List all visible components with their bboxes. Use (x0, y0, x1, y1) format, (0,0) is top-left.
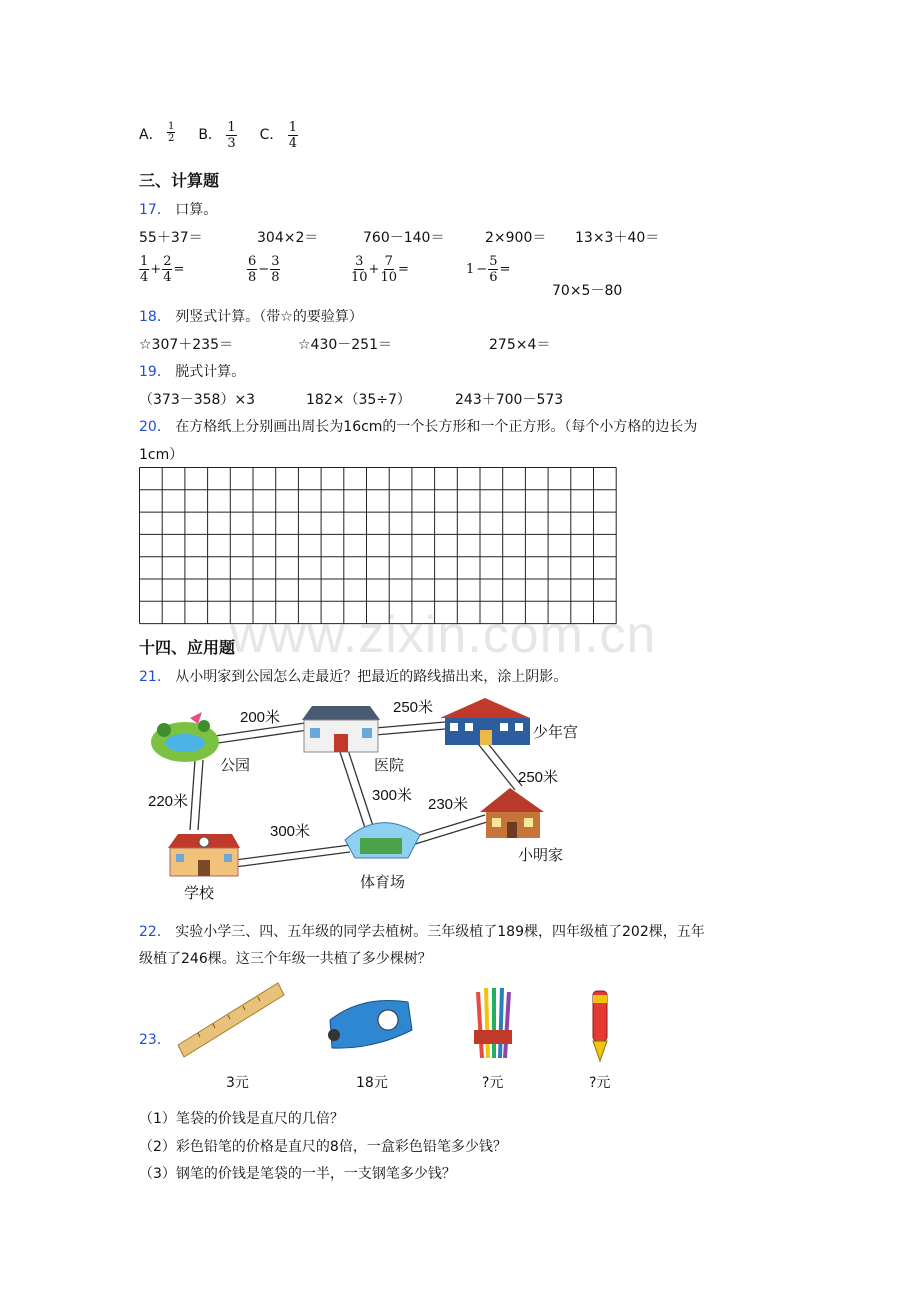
q21-text: 从小明家到公园怎么走最近？把最近的路线描出来，涂上阴影。 (175, 669, 568, 685)
distance-park-school: 220米 (148, 793, 189, 810)
section14-title: 十四、应用题 (139, 638, 236, 657)
q17-item-5: 13×3＋40＝ (575, 230, 660, 246)
q23-sub1: （1）笔袋的价钱是直尺的几倍？ (139, 1111, 344, 1127)
q19-text: 脱式计算。 (175, 364, 246, 380)
q19-heading (139, 361, 245, 381)
q19-item-2: 182×（35÷7） (306, 392, 411, 408)
q22-line2: 级植了246棵。这三个年级一共植了多少棵树？ (139, 951, 432, 967)
q18-item-3: 275×4＝ (489, 337, 551, 353)
distance-palace-home: 250米 (518, 769, 559, 786)
distance-school-stadium: 300米 (270, 823, 311, 840)
q17-item-3: 760－140＝ (363, 230, 445, 246)
palace-label: 少年宫 (533, 724, 579, 741)
q21-number: 21． (139, 669, 171, 685)
option-b-fraction: $\frac{1}{3}$ (227, 120, 236, 151)
hospital-icon (302, 706, 380, 752)
q17-fraction-expr-3: $\frac{3}{10}$ + $\frac{7}{10}$ = (351, 254, 409, 285)
q17-item-2: 304×2＝ (257, 230, 319, 246)
q16-options (139, 120, 298, 151)
q22-number: 22． (139, 924, 171, 940)
ruler-icon (170, 975, 290, 1060)
school-label: 学校 (184, 885, 215, 902)
option-c-fraction: $\frac{1}{4}$ (288, 120, 298, 151)
q17-fraction-expr-2: $\frac{6}{8}$ − $\frac{3}{8}$ (248, 254, 280, 285)
q19-item-1: （373－358）×3 (139, 392, 256, 408)
hospital-label: 医院 (374, 757, 405, 774)
pencil-case-price: 18元 (356, 1075, 388, 1091)
ruler-price: 3元 (226, 1075, 249, 1091)
q17-item-1: 55＋37＝ (139, 230, 203, 246)
q19-item-3: 243＋700－573 (455, 392, 564, 408)
park-label: 公园 (220, 757, 251, 774)
stadium-label: 体育场 (360, 874, 406, 891)
q17-fraction-expr-1: $\frac{1}{4}$ + $\frac{2}{4}$ = (140, 254, 185, 285)
q20-number: 20． (139, 419, 171, 435)
section3-title: 三、计算题 (139, 171, 220, 190)
q17-text: 口算。 (175, 202, 218, 218)
pen-price: ?元 (589, 1075, 611, 1091)
q17-heading (139, 199, 217, 219)
q19-number: 19． (139, 364, 171, 380)
q21-heading (139, 666, 567, 686)
option-a-fraction: $\frac{1}{2}$ (168, 121, 175, 144)
q18-item-2: ☆430－251＝ (298, 337, 392, 353)
q17-number: 17． (139, 202, 171, 218)
q20-text-line2: 1cm） (139, 447, 184, 463)
q18-text: 列竖式计算。（带☆的要验算） (175, 309, 363, 325)
q23-number: 23． (139, 1032, 171, 1048)
q18-number: 18． (139, 309, 171, 325)
q17-fraction-expr-4: 1 − $\frac{5}{6}$ = (466, 254, 511, 285)
distance-stadium-home: 230米 (428, 796, 469, 813)
home-label: 小明家 (518, 847, 564, 864)
q17-item-4: 2×900＝ (485, 230, 547, 246)
q18-heading (139, 306, 363, 326)
stadium-icon (345, 823, 420, 858)
youth-palace-icon (440, 698, 530, 745)
watermark: www.zixin.com.cn (230, 606, 657, 664)
option-c-label: C． (259, 127, 284, 143)
option-b-label: B． (198, 127, 222, 143)
distance-park-hospital: 200米 (240, 709, 281, 726)
q22-text: 实验小学三、四、五年级的同学去植树。三年级植了189棵，四年级植了202棵，五年 (175, 924, 705, 940)
distance-hospital-stadium: 300米 (372, 787, 413, 804)
q18-item-1: ☆307＋235＝ (139, 337, 233, 353)
q23-sub3: （3）钢笔的价钱是笔袋的一半，一支钢笔多少钱？ (139, 1166, 456, 1182)
pencil-case-icon (322, 990, 417, 1055)
route-map (140, 690, 620, 910)
colored-pencils-icon (468, 982, 518, 1064)
school-icon (168, 834, 240, 876)
distance-hospital-palace: 250米 (393, 699, 434, 716)
q20-text: 在方格纸上分别画出周长为16cm的一个长方形和一个正方形。（每个小方格的边长为 (175, 419, 698, 435)
q17-item-last: 70×5－80 (552, 283, 623, 299)
fountain-pen-icon (583, 985, 618, 1065)
park-icon (151, 712, 219, 762)
q22-line1 (139, 921, 705, 941)
option-a-label: A． (139, 127, 163, 143)
square-grid-paper[interactable] (139, 467, 619, 625)
q20-heading (139, 416, 697, 436)
colored-pencils-price: ?元 (482, 1075, 504, 1091)
home-icon (480, 788, 544, 838)
q23-sub2: （2）彩色铅笔的价格是直尺的8倍，一盒彩色铅笔多少钱？ (139, 1139, 507, 1155)
